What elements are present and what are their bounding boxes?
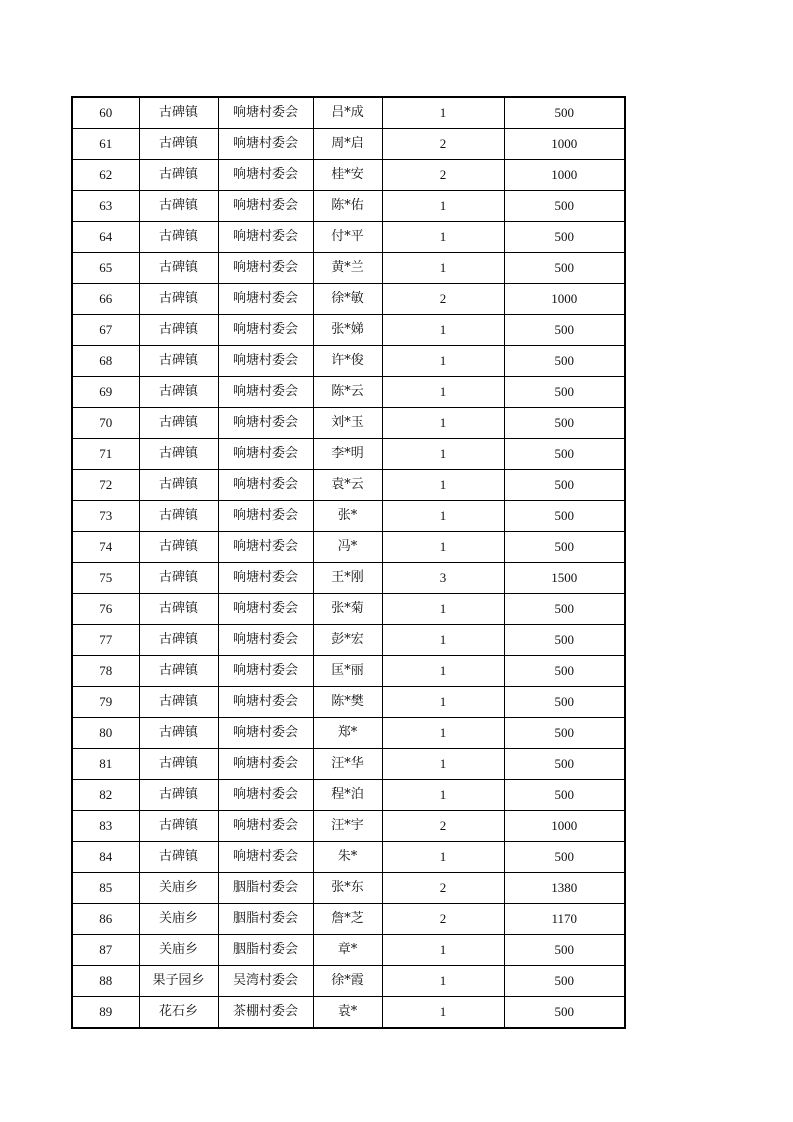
- amount-cell: 500: [504, 687, 625, 718]
- village-committee-cell: 响塘村委会: [218, 253, 313, 284]
- count-cell: 1: [382, 997, 504, 1029]
- count-cell: 1: [382, 346, 504, 377]
- amount-cell: 1000: [504, 129, 625, 160]
- count-cell: 1: [382, 253, 504, 284]
- township-cell: 古碑镇: [139, 191, 218, 222]
- count-cell: 2: [382, 904, 504, 935]
- township-cell: 古碑镇: [139, 160, 218, 191]
- person-name-cell: 张*菊: [313, 594, 382, 625]
- amount-cell: 1170: [504, 904, 625, 935]
- row-number-cell: 69: [72, 377, 139, 408]
- count-cell: 2: [382, 160, 504, 191]
- township-cell: 果子园乡: [139, 966, 218, 997]
- row-number-cell: 77: [72, 625, 139, 656]
- village-committee-cell: 胭脂村委会: [218, 873, 313, 904]
- row-number-cell: 79: [72, 687, 139, 718]
- row-number-cell: 68: [72, 346, 139, 377]
- row-number-cell: 75: [72, 563, 139, 594]
- row-number-cell: 82: [72, 780, 139, 811]
- row-number-cell: 78: [72, 656, 139, 687]
- person-name-cell: 陈*樊: [313, 687, 382, 718]
- amount-cell: 500: [504, 222, 625, 253]
- village-committee-cell: 胭脂村委会: [218, 935, 313, 966]
- amount-cell: 500: [504, 997, 625, 1029]
- person-name-cell: 匡*丽: [313, 656, 382, 687]
- amount-cell: 500: [504, 408, 625, 439]
- village-committee-cell: 响塘村委会: [218, 160, 313, 191]
- count-cell: 1: [382, 966, 504, 997]
- village-committee-cell: 响塘村委会: [218, 97, 313, 129]
- amount-cell: 500: [504, 718, 625, 749]
- person-name-cell: 章*: [313, 935, 382, 966]
- amount-cell: 1500: [504, 563, 625, 594]
- village-committee-cell: 响塘村委会: [218, 377, 313, 408]
- township-cell: 古碑镇: [139, 749, 218, 780]
- table-row: [72, 315, 625, 346]
- township-cell: 古碑镇: [139, 408, 218, 439]
- count-cell: 1: [382, 718, 504, 749]
- table-row: [72, 935, 625, 966]
- table-row: [72, 470, 625, 501]
- table-row: [72, 222, 625, 253]
- amount-cell: 500: [504, 625, 625, 656]
- village-committee-cell: 茶棚村委会: [218, 997, 313, 1029]
- amount-cell: 500: [504, 501, 625, 532]
- count-cell: 1: [382, 191, 504, 222]
- person-name-cell: 袁*: [313, 997, 382, 1029]
- township-cell: 古碑镇: [139, 594, 218, 625]
- township-cell: 古碑镇: [139, 284, 218, 315]
- person-name-cell: 桂*安: [313, 160, 382, 191]
- amount-cell: 1000: [504, 811, 625, 842]
- village-committee-cell: 响塘村委会: [218, 501, 313, 532]
- amount-cell: 500: [504, 315, 625, 346]
- table-row: [72, 718, 625, 749]
- table-row: [72, 284, 625, 315]
- village-committee-cell: 响塘村委会: [218, 439, 313, 470]
- count-cell: 1: [382, 315, 504, 346]
- row-number-cell: 86: [72, 904, 139, 935]
- village-committee-cell: 响塘村委会: [218, 532, 313, 563]
- table-row: [72, 191, 625, 222]
- village-committee-cell: 响塘村委会: [218, 749, 313, 780]
- count-cell: 3: [382, 563, 504, 594]
- person-name-cell: 汪*宇: [313, 811, 382, 842]
- row-number-cell: 84: [72, 842, 139, 873]
- village-committee-cell: 响塘村委会: [218, 129, 313, 160]
- person-name-cell: 李*明: [313, 439, 382, 470]
- count-cell: 1: [382, 656, 504, 687]
- person-name-cell: 袁*云: [313, 470, 382, 501]
- township-cell: 关庙乡: [139, 873, 218, 904]
- table-row: [72, 346, 625, 377]
- village-committee-cell: 响塘村委会: [218, 315, 313, 346]
- person-name-cell: 汪*华: [313, 749, 382, 780]
- amount-cell: 500: [504, 935, 625, 966]
- village-committee-cell: 响塘村委会: [218, 222, 313, 253]
- person-name-cell: 徐*敏: [313, 284, 382, 315]
- amount-cell: 1000: [504, 284, 625, 315]
- row-number-cell: 85: [72, 873, 139, 904]
- count-cell: 1: [382, 532, 504, 563]
- count-cell: 1: [382, 377, 504, 408]
- table-row: [72, 904, 625, 935]
- person-name-cell: 王*刚: [313, 563, 382, 594]
- row-number-cell: 73: [72, 501, 139, 532]
- township-cell: 古碑镇: [139, 97, 218, 129]
- township-cell: 关庙乡: [139, 904, 218, 935]
- amount-cell: 1380: [504, 873, 625, 904]
- village-committee-cell: 响塘村委会: [218, 718, 313, 749]
- amount-cell: 500: [504, 377, 625, 408]
- table-row: [72, 253, 625, 284]
- count-cell: 1: [382, 749, 504, 780]
- count-cell: 2: [382, 873, 504, 904]
- row-number-cell: 62: [72, 160, 139, 191]
- amount-cell: 500: [504, 656, 625, 687]
- table-row: [72, 997, 625, 1029]
- count-cell: 1: [382, 935, 504, 966]
- row-number-cell: 81: [72, 749, 139, 780]
- amount-cell: 500: [504, 470, 625, 501]
- amount-cell: 500: [504, 749, 625, 780]
- count-cell: 1: [382, 470, 504, 501]
- row-number-cell: 76: [72, 594, 139, 625]
- count-cell: 1: [382, 780, 504, 811]
- table-row: [72, 966, 625, 997]
- person-name-cell: 郑*: [313, 718, 382, 749]
- township-cell: 关庙乡: [139, 935, 218, 966]
- township-cell: 古碑镇: [139, 532, 218, 563]
- person-name-cell: 徐*霞: [313, 966, 382, 997]
- count-cell: 1: [382, 222, 504, 253]
- amount-cell: 500: [504, 594, 625, 625]
- person-name-cell: 彭*宏: [313, 625, 382, 656]
- village-committee-cell: 响塘村委会: [218, 656, 313, 687]
- village-committee-cell: 胭脂村委会: [218, 904, 313, 935]
- village-committee-cell: 响塘村委会: [218, 687, 313, 718]
- village-committee-cell: 响塘村委会: [218, 408, 313, 439]
- person-name-cell: 周*启: [313, 129, 382, 160]
- amount-cell: 500: [504, 191, 625, 222]
- beneficiary-table: [71, 96, 626, 1029]
- village-committee-cell: 响塘村委会: [218, 594, 313, 625]
- township-cell: 古碑镇: [139, 625, 218, 656]
- township-cell: 古碑镇: [139, 439, 218, 470]
- township-cell: 古碑镇: [139, 563, 218, 594]
- table-row: [72, 749, 625, 780]
- township-cell: 古碑镇: [139, 780, 218, 811]
- count-cell: 1: [382, 439, 504, 470]
- row-number-cell: 71: [72, 439, 139, 470]
- township-cell: 古碑镇: [139, 718, 218, 749]
- village-committee-cell: 响塘村委会: [218, 811, 313, 842]
- row-number-cell: 72: [72, 470, 139, 501]
- count-cell: 1: [382, 97, 504, 129]
- person-name-cell: 冯*: [313, 532, 382, 563]
- count-cell: 1: [382, 501, 504, 532]
- township-cell: 古碑镇: [139, 346, 218, 377]
- table-row: [72, 687, 625, 718]
- township-cell: 古碑镇: [139, 470, 218, 501]
- table-body: [72, 97, 625, 1028]
- amount-cell: 1000: [504, 160, 625, 191]
- count-cell: 1: [382, 625, 504, 656]
- row-number-cell: 83: [72, 811, 139, 842]
- row-number-cell: 66: [72, 284, 139, 315]
- table-row: [72, 811, 625, 842]
- amount-cell: 500: [504, 97, 625, 129]
- township-cell: 古碑镇: [139, 501, 218, 532]
- township-cell: 古碑镇: [139, 687, 218, 718]
- amount-cell: 500: [504, 253, 625, 284]
- row-number-cell: 67: [72, 315, 139, 346]
- amount-cell: 500: [504, 346, 625, 377]
- row-number-cell: 65: [72, 253, 139, 284]
- table-row: [72, 97, 625, 129]
- person-name-cell: 陈*云: [313, 377, 382, 408]
- amount-cell: 500: [504, 780, 625, 811]
- table-row: [72, 656, 625, 687]
- row-number-cell: 80: [72, 718, 139, 749]
- township-cell: 古碑镇: [139, 656, 218, 687]
- count-cell: 1: [382, 408, 504, 439]
- table-row: [72, 842, 625, 873]
- amount-cell: 500: [504, 966, 625, 997]
- village-committee-cell: 响塘村委会: [218, 842, 313, 873]
- table-row: [72, 563, 625, 594]
- person-name-cell: 张*娣: [313, 315, 382, 346]
- village-committee-cell: 响塘村委会: [218, 346, 313, 377]
- table-row: [72, 594, 625, 625]
- table-row: [72, 377, 625, 408]
- row-number-cell: 87: [72, 935, 139, 966]
- table-row: [72, 873, 625, 904]
- amount-cell: 500: [504, 439, 625, 470]
- row-number-cell: 64: [72, 222, 139, 253]
- table-row: [72, 501, 625, 532]
- table-row: [72, 160, 625, 191]
- person-name-cell: 陈*佑: [313, 191, 382, 222]
- row-number-cell: 89: [72, 997, 139, 1029]
- township-cell: 古碑镇: [139, 253, 218, 284]
- person-name-cell: 黄*兰: [313, 253, 382, 284]
- person-name-cell: 张*东: [313, 873, 382, 904]
- row-number-cell: 60: [72, 97, 139, 129]
- township-cell: 古碑镇: [139, 811, 218, 842]
- row-number-cell: 74: [72, 532, 139, 563]
- person-name-cell: 许*俊: [313, 346, 382, 377]
- village-committee-cell: 吴湾村委会: [218, 966, 313, 997]
- table-row: [72, 129, 625, 160]
- count-cell: 1: [382, 842, 504, 873]
- township-cell: 古碑镇: [139, 315, 218, 346]
- person-name-cell: 吕*成: [313, 97, 382, 129]
- table-row: [72, 625, 625, 656]
- amount-cell: 500: [504, 532, 625, 563]
- count-cell: 2: [382, 129, 504, 160]
- village-committee-cell: 响塘村委会: [218, 780, 313, 811]
- row-number-cell: 70: [72, 408, 139, 439]
- table-row: [72, 532, 625, 563]
- township-cell: 古碑镇: [139, 842, 218, 873]
- table-row: [72, 408, 625, 439]
- row-number-cell: 63: [72, 191, 139, 222]
- person-name-cell: 詹*芝: [313, 904, 382, 935]
- count-cell: 2: [382, 811, 504, 842]
- person-name-cell: 朱*: [313, 842, 382, 873]
- village-committee-cell: 响塘村委会: [218, 563, 313, 594]
- row-number-cell: 88: [72, 966, 139, 997]
- table-row: [72, 780, 625, 811]
- amount-cell: 500: [504, 842, 625, 873]
- township-cell: 古碑镇: [139, 129, 218, 160]
- row-number-cell: 61: [72, 129, 139, 160]
- village-committee-cell: 响塘村委会: [218, 470, 313, 501]
- count-cell: 2: [382, 284, 504, 315]
- person-name-cell: 刘*玉: [313, 408, 382, 439]
- village-committee-cell: 响塘村委会: [218, 191, 313, 222]
- count-cell: 1: [382, 594, 504, 625]
- village-committee-cell: 响塘村委会: [218, 284, 313, 315]
- township-cell: 花石乡: [139, 997, 218, 1029]
- person-name-cell: 付*平: [313, 222, 382, 253]
- village-committee-cell: 响塘村委会: [218, 625, 313, 656]
- township-cell: 古碑镇: [139, 377, 218, 408]
- table-row: [72, 439, 625, 470]
- person-name-cell: 程*泊: [313, 780, 382, 811]
- township-cell: 古碑镇: [139, 222, 218, 253]
- count-cell: 1: [382, 687, 504, 718]
- person-name-cell: 张*: [313, 501, 382, 532]
